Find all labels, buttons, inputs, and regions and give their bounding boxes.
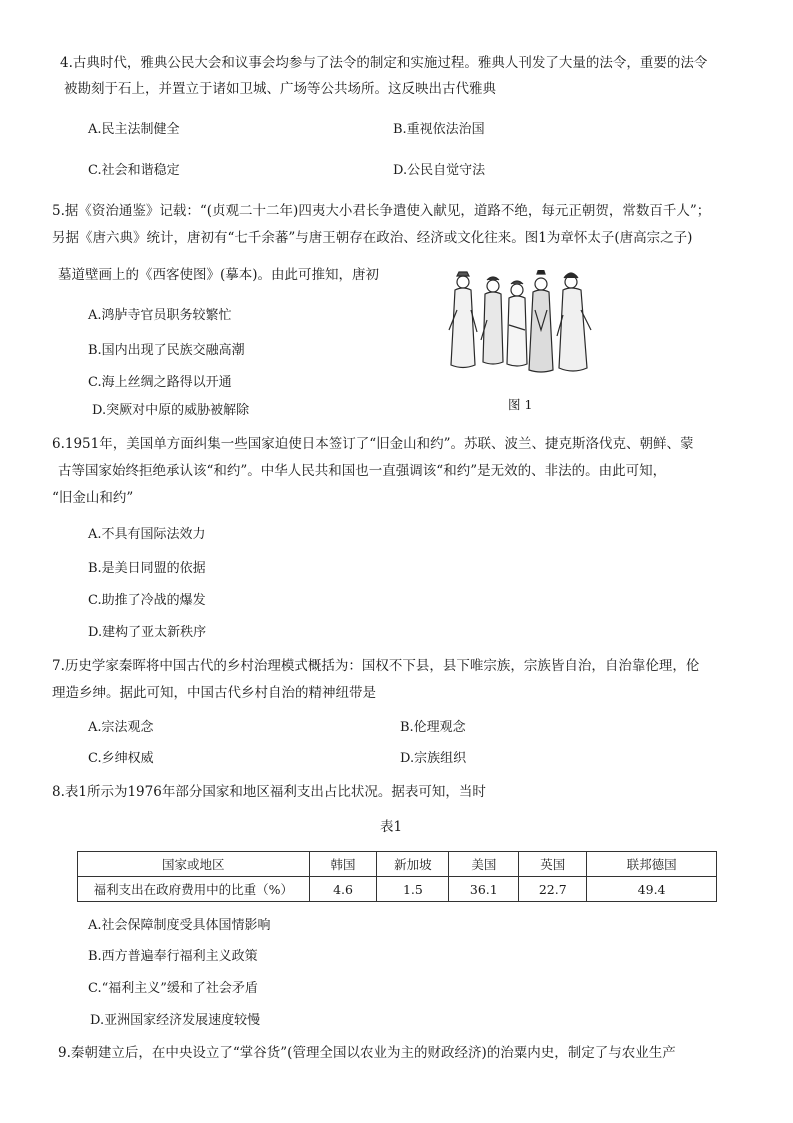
table-header-cell: 英国	[519, 852, 587, 877]
q7-option-a: A.宗法观念	[88, 720, 154, 735]
q6-stem-line2: 古等国家始终拒绝承认该“和约”。中华人民共和国也一直强调该“和约”是无效的、非法的。由此可知，	[58, 463, 667, 479]
q4-option-a: A.民主法制健全	[88, 122, 180, 137]
q4-stem-line1: 4.古典时代，雅典公民大会和议事会均参与了法令的制定和实施过程。雅典人刊发了大量的法令，重要的法令	[60, 55, 708, 71]
table-cell: 福利支出在政府费用中的比重（%）	[78, 877, 310, 902]
table-header-row	[78, 852, 717, 877]
envoys-mural-figure	[445, 270, 595, 380]
q7-option-c: C.乡绅权威	[88, 751, 154, 766]
table-1-title: 表1	[380, 819, 403, 835]
q5-option-a: A.鸿胪寺官员职务较繁忙	[88, 308, 232, 323]
q4-option-b: B.重视依法治国	[393, 122, 485, 137]
table-header-cell: 新加坡	[377, 852, 449, 877]
q4-option-d: D.公民自觉守法	[393, 163, 486, 178]
welfare-table	[77, 851, 717, 902]
table-cell: 36.1	[449, 877, 519, 902]
q7-option-d: D.宗族组织	[400, 751, 467, 766]
q5-stem-line2: 另据《唐六典》统计，唐初有“七千余蕃”与唐王朝存在政治、经济或文化往来。图1为章怀太子(唐高宗之子)	[52, 230, 693, 246]
q7-stem-line1: 7.历史学家秦晖将中国古代的乡村治理模式概括为：国权不下县，县下唯宗族，宗族皆自治，自治靠伦理，伦	[52, 658, 700, 674]
q6-option-a: A.不具有国际法效力	[88, 527, 206, 542]
table-row	[78, 877, 717, 902]
q5-option-c: C.海上丝绸之路得以开通	[88, 375, 232, 390]
q5-option-b: B.国内出现了民族交融高潮	[88, 343, 245, 358]
table-header-cell: 联邦德国	[587, 852, 717, 877]
q4-stem-line2: 被勘刻于石上，并置立于诸如卫城、广场等公共场所。这反映出古代雅典	[64, 81, 496, 97]
figure-1-caption: 图 1	[508, 397, 533, 412]
q7-stem-line2: 理造乡绅。据此可知，中国古代乡村自治的精神纽带是	[52, 685, 376, 701]
q7-option-b: B.伦理观念	[400, 720, 466, 735]
q8-option-d: D.亚洲国家经济发展速度较慢	[90, 1013, 261, 1028]
q8-stem-line1: 8.表1所示为1976年部分国家和地区福利支出占比状况。据表可知，当时	[52, 784, 486, 800]
q4-option-c: C.社会和谐稳定	[88, 163, 180, 178]
q6-stem-line3: “旧金山和约”	[52, 490, 134, 506]
q8-option-c: C.“福利主义”缓和了社会矛盾	[88, 981, 258, 996]
q5-option-d: D.突厥对中原的威胁被解除	[92, 403, 250, 418]
table-cell: 22.7	[519, 877, 587, 902]
table-cell: 1.5	[377, 877, 449, 902]
table-cell: 49.4	[587, 877, 717, 902]
q5-stem-line3: 墓道壁画上的《西客使图》(摹本)。由此可推知，唐初	[58, 267, 380, 283]
table-header-cell: 美国	[449, 852, 519, 877]
q9-stem-line1: 9.秦朝建立后，在中央设立了“掌谷货”(管理全国以农业为主的财政经济)的治粟内史，制定了与农业生产	[58, 1045, 676, 1061]
q8-option-a: A.社会保障制度受具体国情影响	[88, 918, 271, 933]
q8-option-b: B.西方普遍奉行福利主义政策	[88, 949, 258, 964]
table-header-cell: 国家或地区	[78, 852, 310, 877]
q6-stem-line1: 6.1951年，美国单方面纠集一些国家迫使日本签订了“旧金山和约”。苏联、波兰、捷克斯洛伐克、朝鲜、蒙	[52, 436, 694, 452]
q6-option-c: C.助推了冷战的爆发	[88, 593, 206, 608]
q5-stem-line1: 5.据《资治通鉴》记载：“(贞观二十二年)四夷大小君长争遣使入献见，道路不绝，每元正朝贺，常数百千人”；	[52, 203, 711, 219]
table-header-cell: 韩国	[309, 852, 377, 877]
q6-option-b: B.是美日同盟的依据	[88, 561, 206, 576]
table-cell: 4.6	[309, 877, 377, 902]
q6-option-d: D.建构了亚太新秩序	[88, 625, 207, 640]
